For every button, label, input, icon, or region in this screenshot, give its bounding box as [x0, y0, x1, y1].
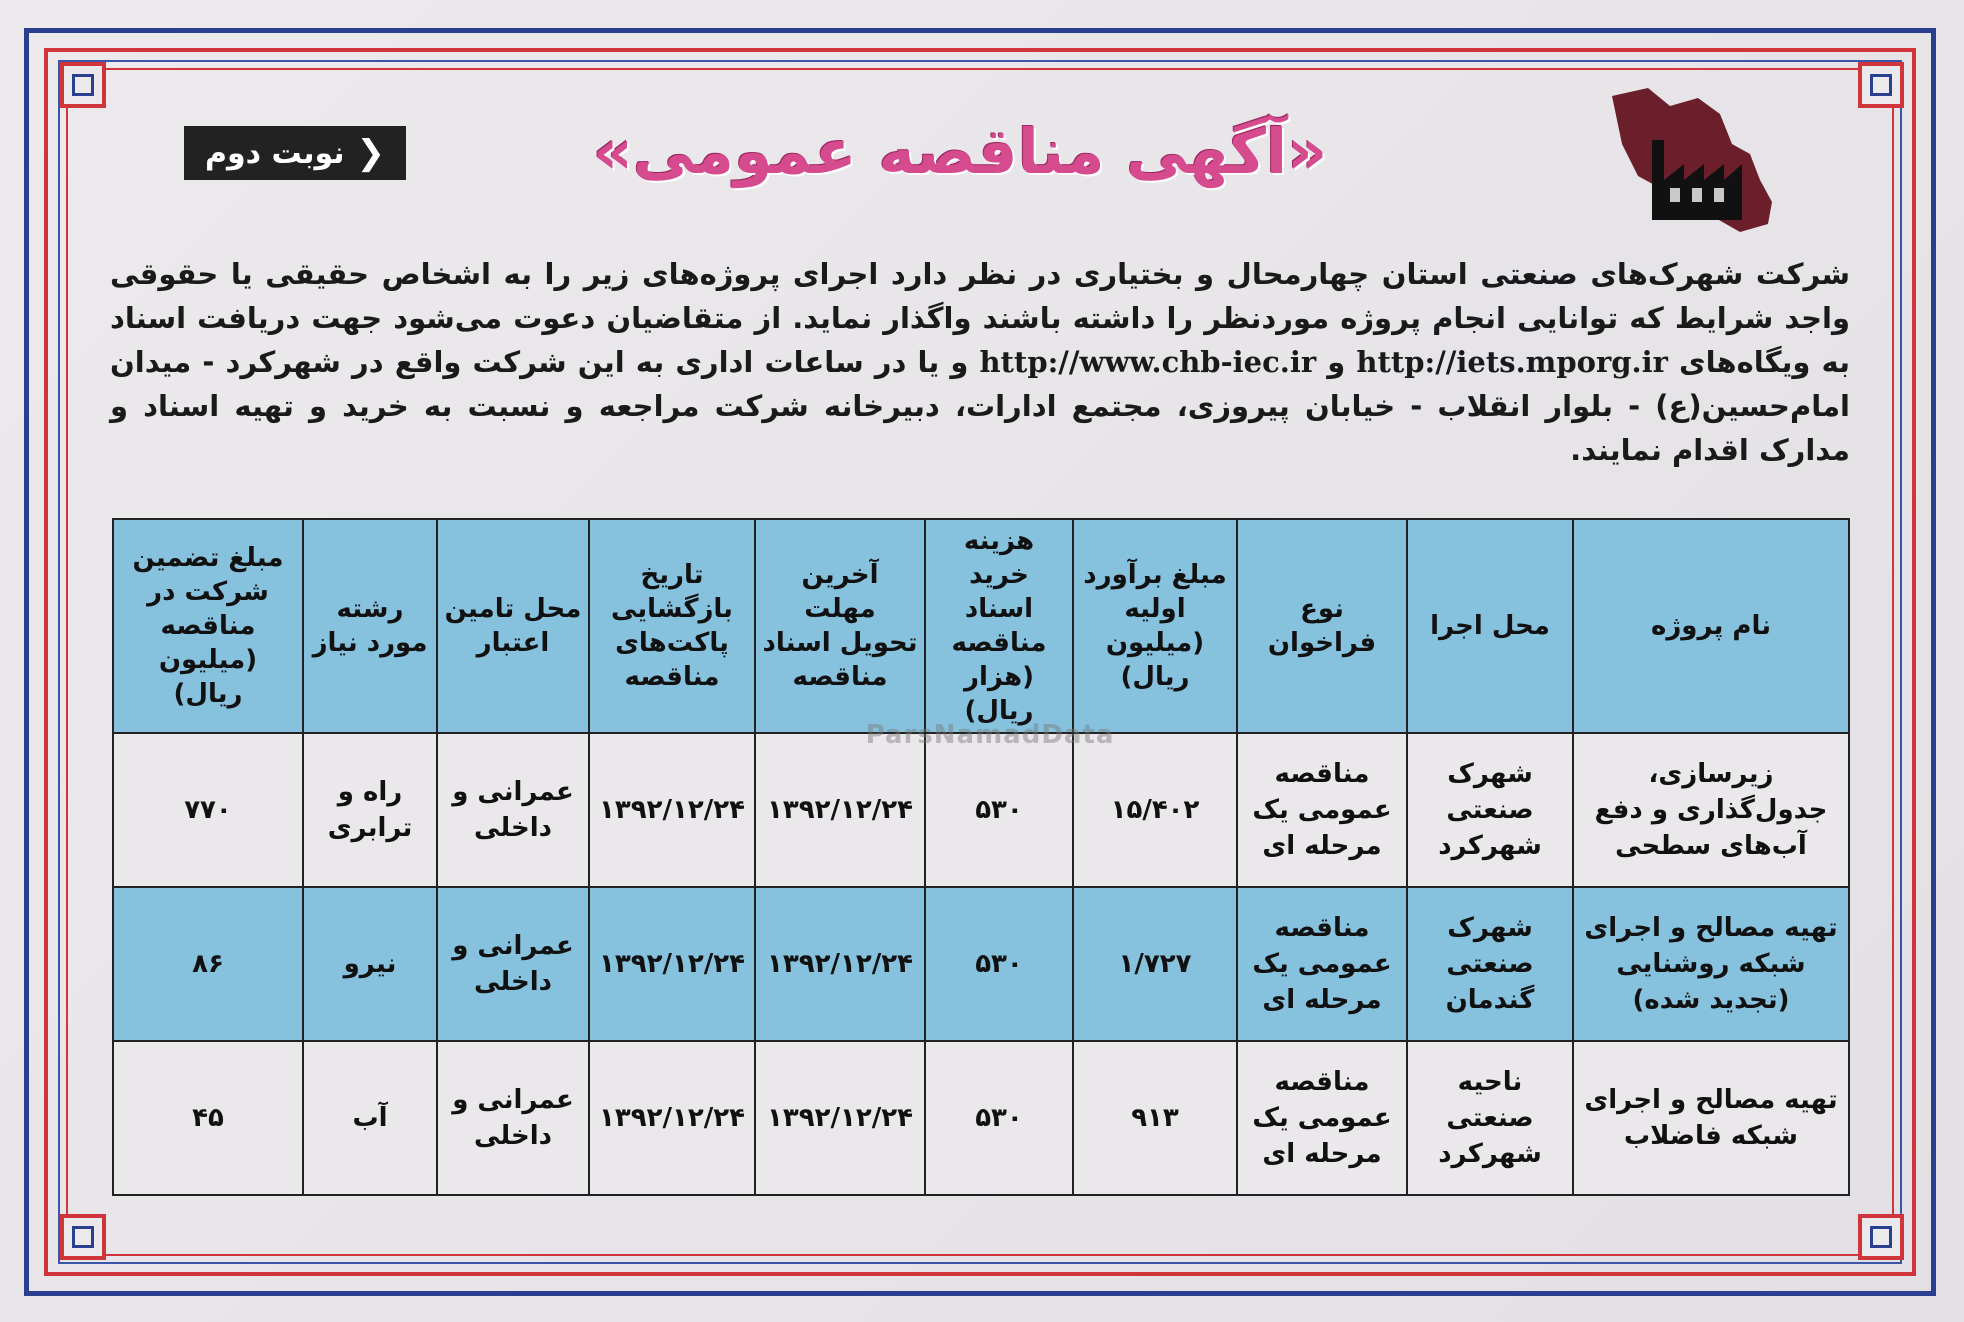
cell-deadline: ۱۳۹۲/۱۲/۲۴: [755, 887, 925, 1041]
cell-opening-date: ۱۳۹۲/۱۲/۲۴: [589, 733, 755, 887]
cell-guarantee: ۸۶: [113, 887, 303, 1041]
cell-field: آب: [303, 1041, 437, 1195]
website-link-iets[interactable]: http://iets.mporg.ir: [1356, 345, 1668, 379]
website-link-chb[interactable]: http://www.chb-iec.ir: [979, 345, 1317, 379]
cell-guarantee: ۷۷۰: [113, 733, 303, 887]
table-row: [113, 1041, 1849, 1195]
table-header-row: [113, 519, 1849, 733]
header-guarantee: مبلغ تضمین شرکت در مناقصه (میلیون ریال): [113, 519, 303, 733]
table-row: [113, 733, 1849, 887]
intro-paragraph: [110, 252, 1850, 472]
cell-doc-fee: ۵۳۰: [925, 887, 1073, 1041]
cell-funding: عمرانی و داخلی: [437, 1041, 589, 1195]
intro-text-1: شرکت شهرک‌های صنعتی استان چهارمحال و بختیاری در نظر دارد اجرای پروژه‌های زیر را به اشخاص حقیقی یا حقوقی واجد شرایط که توانایی انجام پروژه موردنظر را داشته باشند واگذار نماید. از متقاضیان دعوت می‌شود جهت دریافت اسناد به ویگاه‌های: [110, 257, 1850, 379]
header-estimate: مبلغ برآورد اولیه (میلیون ریال): [1073, 519, 1237, 733]
table-row: [113, 887, 1849, 1041]
header-opening-date: تاریخ بازگشایی پاکت‌های مناقصه: [589, 519, 755, 733]
cell-field: راه و ترابری: [303, 733, 437, 887]
header-funding: محل تامین اعتبار: [437, 519, 589, 733]
cell-location: شهرک صنعتی شهرکرد: [1407, 733, 1573, 887]
cell-funding: عمرانی و داخلی: [437, 733, 589, 887]
header-project-name: نام پروژه: [1573, 519, 1849, 733]
cell-project-name: تهیه مصالح و اجرای شبکه روشنایی (تجدید شده): [1573, 887, 1849, 1041]
intro-text-3: و یا در ساعات اداری به این شرکت واقع در شهرکرد - میدان امام‌حسین(ع) - بلوار انقلاب - خیابان پیروزی، مجتمع ادارات، دبیرخانه شرکت مراجعه و نسبت به خرید و تهیه اسناد و مدارک اقدام نمایند.: [110, 345, 1850, 467]
cell-doc-fee: ۵۳۰: [925, 733, 1073, 887]
cell-funding: عمرانی و داخلی: [437, 887, 589, 1041]
round-badge-label: نوبت دوم: [204, 135, 345, 171]
cell-call-type: مناقصه عمومی یک مرحله ای: [1237, 1041, 1407, 1195]
watermark: ParsNamadData: [865, 720, 1115, 750]
cell-deadline: ۱۳۹۲/۱۲/۲۴: [755, 1041, 925, 1195]
cell-deadline: ۱۳۹۲/۱۲/۲۴: [755, 733, 925, 887]
cell-estimate: ۱/۷۲۷: [1073, 887, 1237, 1041]
notice-title: «آگهی مناقصه عمومی»: [592, 115, 1328, 188]
cell-opening-date: ۱۳۹۲/۱۲/۲۴: [589, 1041, 755, 1195]
header-doc-fee: هزینه خرید اسناد مناقصه (هزار ریال): [925, 519, 1073, 733]
corner-ornament-top-left: [60, 62, 106, 108]
cell-guarantee: ۴۵: [113, 1041, 303, 1195]
cell-project-name: زیرسازی، جدول‌گذاری و دفع آب‌های سطحی: [1573, 733, 1849, 887]
cell-call-type: مناقصه عمومی یک مرحله ای: [1237, 733, 1407, 887]
corner-ornament-bottom-left: [60, 1214, 106, 1260]
cell-estimate: ۱۵/۴۰۲: [1073, 733, 1237, 887]
corner-ornament-bottom-right: [1858, 1214, 1904, 1260]
cell-estimate: ۹۱۳: [1073, 1041, 1237, 1195]
header-call-type: نوع فراخوان: [1237, 519, 1407, 733]
round-badge: [184, 126, 406, 180]
cell-call-type: مناقصه عمومی یک مرحله ای: [1237, 887, 1407, 1041]
cell-location: ناحیه صنعتی شهرکرد: [1407, 1041, 1573, 1195]
tender-table: [112, 518, 1850, 1196]
intro-text-2: و: [1327, 345, 1346, 379]
cell-opening-date: ۱۳۹۲/۱۲/۲۴: [589, 887, 755, 1041]
corner-ornament-top-right: [1858, 62, 1904, 108]
cell-doc-fee: ۵۳۰: [925, 1041, 1073, 1195]
header-location: محل اجرا: [1407, 519, 1573, 733]
header-field: رشته مورد نیاز: [303, 519, 437, 733]
header-deadline: آخرین مهلت تحویل اسناد مناقصه: [755, 519, 925, 733]
cell-project-name: تهیه مصالح و اجرای شبکه فاضلاب: [1573, 1041, 1849, 1195]
chevron-left-icon: ❮: [356, 133, 386, 173]
industrial-map-logo-icon: [1600, 84, 1780, 244]
cell-location: شهرک صنعتی گندمان: [1407, 887, 1573, 1041]
cell-field: نیرو: [303, 887, 437, 1041]
